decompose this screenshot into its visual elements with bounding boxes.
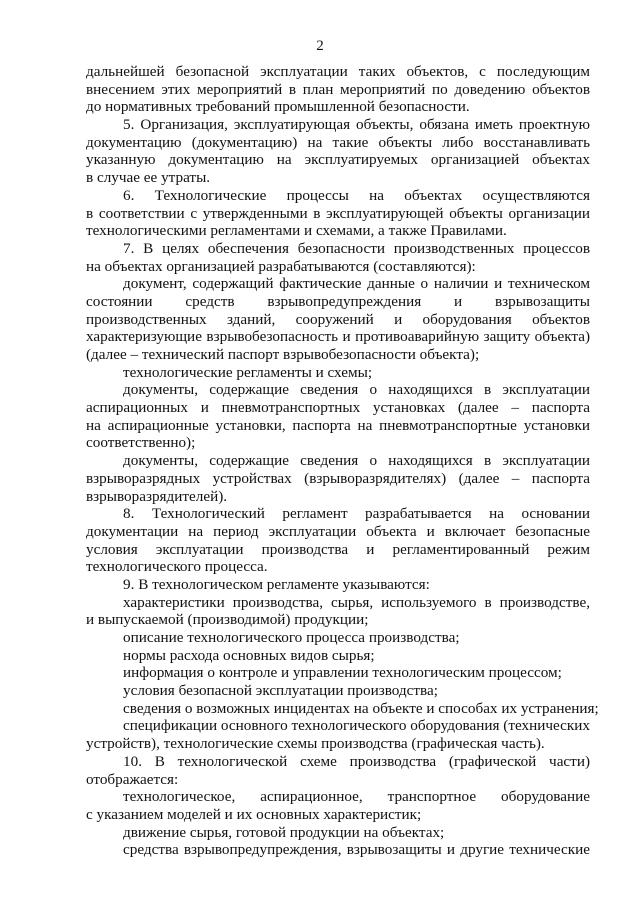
text-line: документации на период эксплуатации объекта и включает безопасные bbox=[86, 522, 590, 540]
text-line: средства взрывопредупреждения, взрывозащиты и другие технические bbox=[123, 841, 590, 859]
text-line: с указанием моделей и их основных характеристик; bbox=[86, 805, 422, 823]
text-line: взрыворазрядных устройствах (взрыворазрядителях) (далее – паспорта bbox=[86, 469, 590, 487]
text-line: на аспирационные установки, паспорта на пневмотранспортные установки bbox=[86, 416, 590, 434]
text-line: 10. В технологической схеме производства (графической части) bbox=[123, 752, 590, 770]
text-line: 9. В технологическом регламенте указываются: bbox=[123, 575, 430, 593]
text-line: 6. Технологические процессы на объектах осуществляются bbox=[123, 186, 590, 204]
text-line: и выпускаемой (производимой) продукции; bbox=[86, 611, 369, 629]
text-line: характеризующие взрывобезопасность и противоаварийную защиту объекта) bbox=[86, 328, 590, 346]
text-line: состоянии средств взрывопредупреждения и взрывозащиты bbox=[86, 292, 590, 310]
text-line: технологическое, аспирационное, транспортное оборудование bbox=[123, 788, 590, 806]
text-line: на объектах организацией разрабатываются (составляются): bbox=[86, 257, 476, 275]
text-line: характеристики производства, сырья, используемого в производстве, bbox=[123, 593, 590, 611]
text-line: указанную документацию на эксплуатируемых организацией объектах bbox=[86, 151, 590, 169]
text-line: технологические регламенты и схемы; bbox=[123, 363, 373, 381]
text-line: соответственно); bbox=[86, 434, 196, 452]
text-line: спецификации основного технологического оборудования (технических bbox=[123, 717, 590, 735]
text-line: в соответствии с утвержденными в эксплуатирующей объекты организации bbox=[86, 204, 590, 222]
text-line: взрыворазрядителей). bbox=[86, 487, 228, 505]
text-line: внесением этих мероприятий в план мероприятий по доведению объектов bbox=[86, 80, 590, 98]
text-line: документы, содержащие сведения о находящихся в эксплуатации bbox=[123, 452, 590, 470]
text-line: условия эксплуатации производства и регламентированный режим bbox=[86, 540, 590, 558]
text-line: нормы расхода основных видов сырья; bbox=[123, 646, 375, 664]
text-line: документацию (документацию) на такие объекты либо восстанавливать bbox=[86, 133, 590, 151]
text-line: отображается: bbox=[86, 770, 179, 788]
text-line: дальнейшей безопасной эксплуатации таких объектов, с последующим bbox=[86, 63, 590, 80]
document-body bbox=[86, 63, 599, 859]
text-line: сведения о возможных инцидентах на объекте и способах их устранения; bbox=[123, 699, 599, 717]
text-line: производственных зданий, сооружений и оборудования объектов bbox=[86, 310, 590, 328]
text-line: технологического процесса. bbox=[86, 558, 268, 576]
text-line: до нормативных требований промышленной безопасности. bbox=[86, 98, 470, 116]
text-line: описание технологического процесса производства; bbox=[123, 629, 460, 646]
text-line: (далее – технический паспорт взрывобезопасности объекта); bbox=[86, 346, 480, 363]
text-line: условия безопасной эксплуатации производства; bbox=[123, 682, 438, 700]
text-line: документ, содержащий фактические данные о наличии и техническом bbox=[123, 275, 590, 293]
text-line: в случае ее утраты. bbox=[86, 169, 211, 187]
text-line: движение сырья, готовой продукции на объектах; bbox=[123, 823, 445, 841]
text-line: 8. Технологический регламент разрабатывается на основании bbox=[123, 505, 590, 523]
text-line: 5. Организация, эксплуатирующая объекты, обязана иметь проектную bbox=[123, 116, 590, 134]
text-line: информация о контроле и управлении технологическим процессом; bbox=[123, 664, 562, 682]
text-line: аспирационных и пневмотранспортных установках (далее – паспорта bbox=[86, 399, 590, 417]
page-number: 2 bbox=[316, 38, 324, 54]
text-line: технологическими регламентами и схемами, а также Правилами. bbox=[86, 222, 507, 240]
text-line: устройств), технологические схемы производства (графическая часть). bbox=[86, 735, 545, 753]
text-line: документы, содержащие сведения о находящихся в эксплуатации bbox=[123, 381, 590, 399]
text-line: 7. В целях обеспечения безопасности производственных процессов bbox=[123, 239, 590, 257]
